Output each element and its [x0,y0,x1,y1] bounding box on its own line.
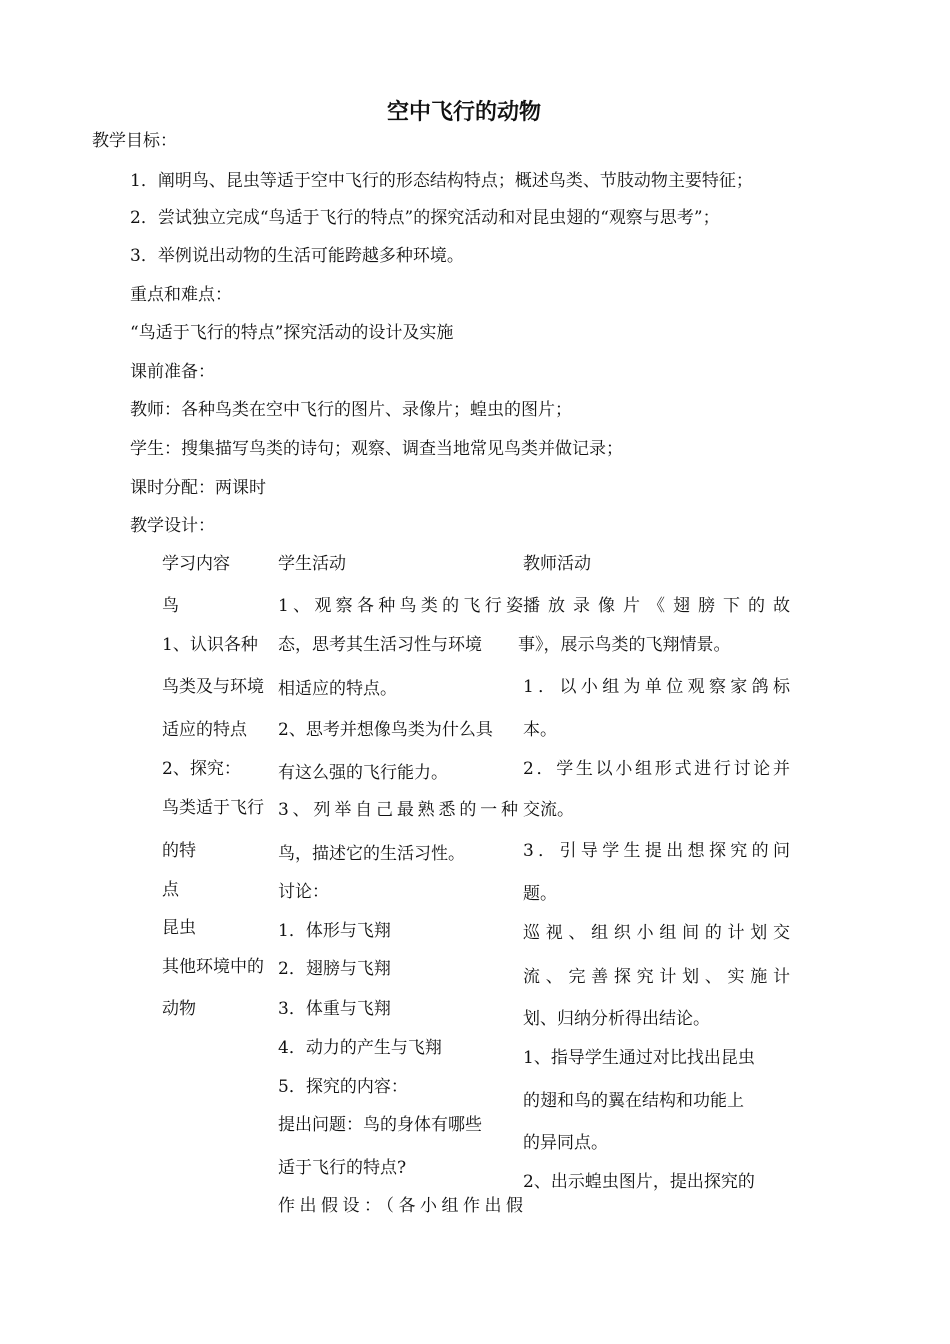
teacher-activity-line: 流、完善探究计划、实施计 [523,967,790,987]
teacher-activity-line: 的异同点。 [523,1133,608,1153]
content-line: 2、探究： [162,759,241,779]
content-line: 鸟类适于飞行 [162,798,264,818]
teacher-activity-line: 3．引导学生提出想探究的问 [523,841,790,861]
design-heading: 教学设计： [130,516,215,536]
content-line: 的特 [162,841,196,861]
teacher-activity-line: 题。 [523,884,557,904]
student-activity-line: 3．体重与飞翔 [278,999,391,1019]
prep-teacher: 教师：各种鸟类在空中飞行的图片、录像片；蝗虫的图片； [130,400,572,420]
teacher-activity-line: 事》，展示鸟类的飞翔情景。 [518,635,731,655]
table-header-student: 学生活动 [278,554,346,574]
key-heading: 重点和难点： [130,285,232,305]
page-title: 空中飞行的动物 [387,100,542,125]
teacher-activity-line: 播放录像片《翅膀下的故 [523,596,790,616]
objectives-heading: 教学目标： [92,131,177,151]
student-activity-line: 2．翅膀与飞翔 [278,959,391,979]
teacher-activity-line: 2．学生以小组形式进行讨论并 [523,759,790,779]
teacher-activity-line: 1、指导学生通过对比找出昆虫 [523,1048,755,1068]
student-activity-line: 3、列举自己最熟悉的一种 [278,800,518,820]
student-activity-line: 鸟，描述它的生活习性。 [278,844,465,864]
teacher-activity-line: 交流。 [523,800,574,820]
student-activity-line: 适于飞行的特点? [278,1158,407,1178]
key-text: “鸟适于飞行的特点”探究活动的设计及实施 [130,323,454,343]
content-line: 昆虫 [162,918,196,938]
teacher-activity-line: 巡视、组织小组间的计划交 [523,923,790,943]
student-activity-line: 5．探究的内容： [278,1077,408,1097]
objective-item: 3．举例说出动物的生活可能跨越多种环境。 [130,246,464,266]
hours: 课时分配：两课时 [130,478,266,498]
prep-heading: 课前准备： [130,362,215,382]
student-activity-line: 讨论： [278,882,329,902]
student-activity-line: 4．动力的产生与飞翔 [278,1038,442,1058]
content-line: 动物 [162,999,196,1019]
student-activity-line: 2、思考并想像鸟类为什么具 [278,720,493,740]
table-header-teacher: 教师活动 [523,554,591,574]
objective-item: 2．尝试独立完成“鸟适于飞行的特点”的探究活动和对昆虫翅的“观察与思考”； [130,208,720,228]
teacher-activity-line: 划、归纳分析得出结论。 [523,1009,710,1029]
teacher-activity-line: 的翅和鸟的翼在结构和功能上 [523,1091,744,1111]
student-activity-line: 1．体形与飞翔 [278,921,391,941]
teacher-activity-line: 1．以小组为单位观察家鸽标 [523,677,790,697]
prep-student: 学生：搜集描写鸟类的诗句；观察、调查当地常见鸟类并做记录； [130,439,623,459]
student-activity-line: 相适应的特点。 [278,679,397,699]
student-activity-line: 1、观察各种鸟类的飞行姿 [278,596,523,616]
teacher-activity-line: 本。 [523,720,557,740]
student-activity-line: 有这么强的飞行能力。 [278,763,448,783]
student-activity-line: 态，思考其生活习性与环境 [278,635,482,655]
table-header-content: 学习内容 [162,554,230,574]
content-line: 其他环境中的 [162,957,264,977]
objective-item: 1．阐明鸟、昆虫等适于空中飞行的形态结构特点；概述鸟类、节肢动物主要特征； [130,171,753,191]
student-activity-line: 作出假设：（各小组作出假 [278,1196,523,1216]
content-line: 点 [162,880,179,900]
content-line: 1、认识各种 [162,635,258,655]
content-line: 鸟 [162,596,179,616]
content-line: 鸟类及与环境 [162,677,264,697]
student-activity-line: 提出问题：鸟的身体有哪些 [278,1115,482,1135]
teacher-activity-line: 2、出示蝗虫图片，提出探究的 [523,1172,755,1192]
content-line: 适应的特点 [162,720,247,740]
